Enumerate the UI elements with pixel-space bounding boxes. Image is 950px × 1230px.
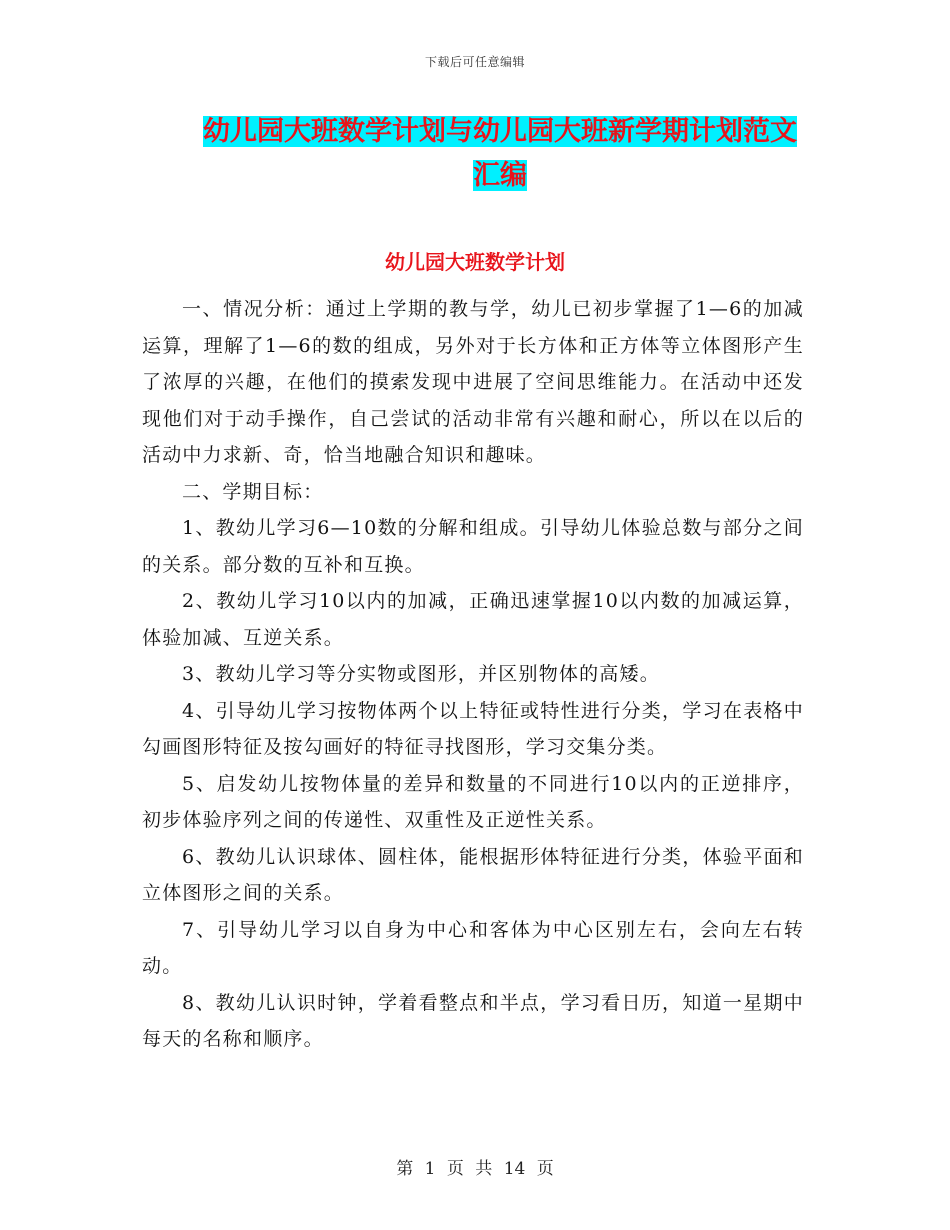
paragraph-goal-1: 1、教幼儿学习6—10数的分解和组成。引导幼儿体验总数与部分之间的关系。部分数的互补和互换。: [142, 517, 804, 576]
paragraph-semester-goals-heading: 二、学期目标：: [182, 480, 324, 503]
paragraph-situation-analysis: 一、情况分析：通过上学期的教与学，幼儿已初步掌握了1—6的加减运算，理解了1—6的数的组成，另外对于长方体和正方体等立体图形产生了浓厚的兴趣，在他们的摸索发现中进展了空间思维能力。在活动中还发现他们对于动手操作，自己尝试的活动非常有兴趣和耐心，所以在以后的活动中力求新、奇，恰当地融合知识和趣味。: [142, 298, 804, 466]
paragraph-goal-3: 3、教幼儿学习等分实物或图形，并区别物体的高矮。: [182, 663, 660, 685]
document-body: [142, 291, 804, 1058]
document-title: [190, 110, 810, 198]
paragraph-goal-5: 5、启发幼儿按物体量的差异和数量的不同进行10以内的正逆排序，初步体验序列之间的传递性、双重性及正逆性关系。: [142, 772, 804, 831]
document-title-text: 幼儿园大班数学计划与幼儿园大班新学期计划范文汇编: [203, 116, 797, 191]
paragraph-goal-8: 8、教幼儿认识时钟，学着看整点和半点，学习看日历，知道一星期中每天的名称和顺序。: [142, 991, 804, 1050]
header-note: 下载后可任意编辑: [424, 55, 525, 69]
page-footer: 第 1 页 共 14 页: [396, 1159, 554, 1179]
paragraph-goal-4: 4、引导幼儿学习按物体两个以上特征或特性进行分类，学习在表格中勾画图形特征及按勾画好的特征寻找图形，学习交集分类。: [142, 699, 804, 758]
paragraph-goal-6: 6、教幼儿认识球体、圆柱体，能根据形体特征进行分类，体验平面和立体图形之间的关系。: [142, 845, 804, 904]
paragraph-goal-7: 7、引导幼儿学习以自身为中心和客体为中心区别左右，会向左右转动。: [142, 918, 804, 977]
paragraph-goal-2: 2、教幼儿学习10以内的加减，正确迅速掌握10以内数的加减运算，体验加减、互逆关系。: [142, 590, 804, 649]
section-title: 幼儿园大班数学计划: [385, 250, 565, 274]
